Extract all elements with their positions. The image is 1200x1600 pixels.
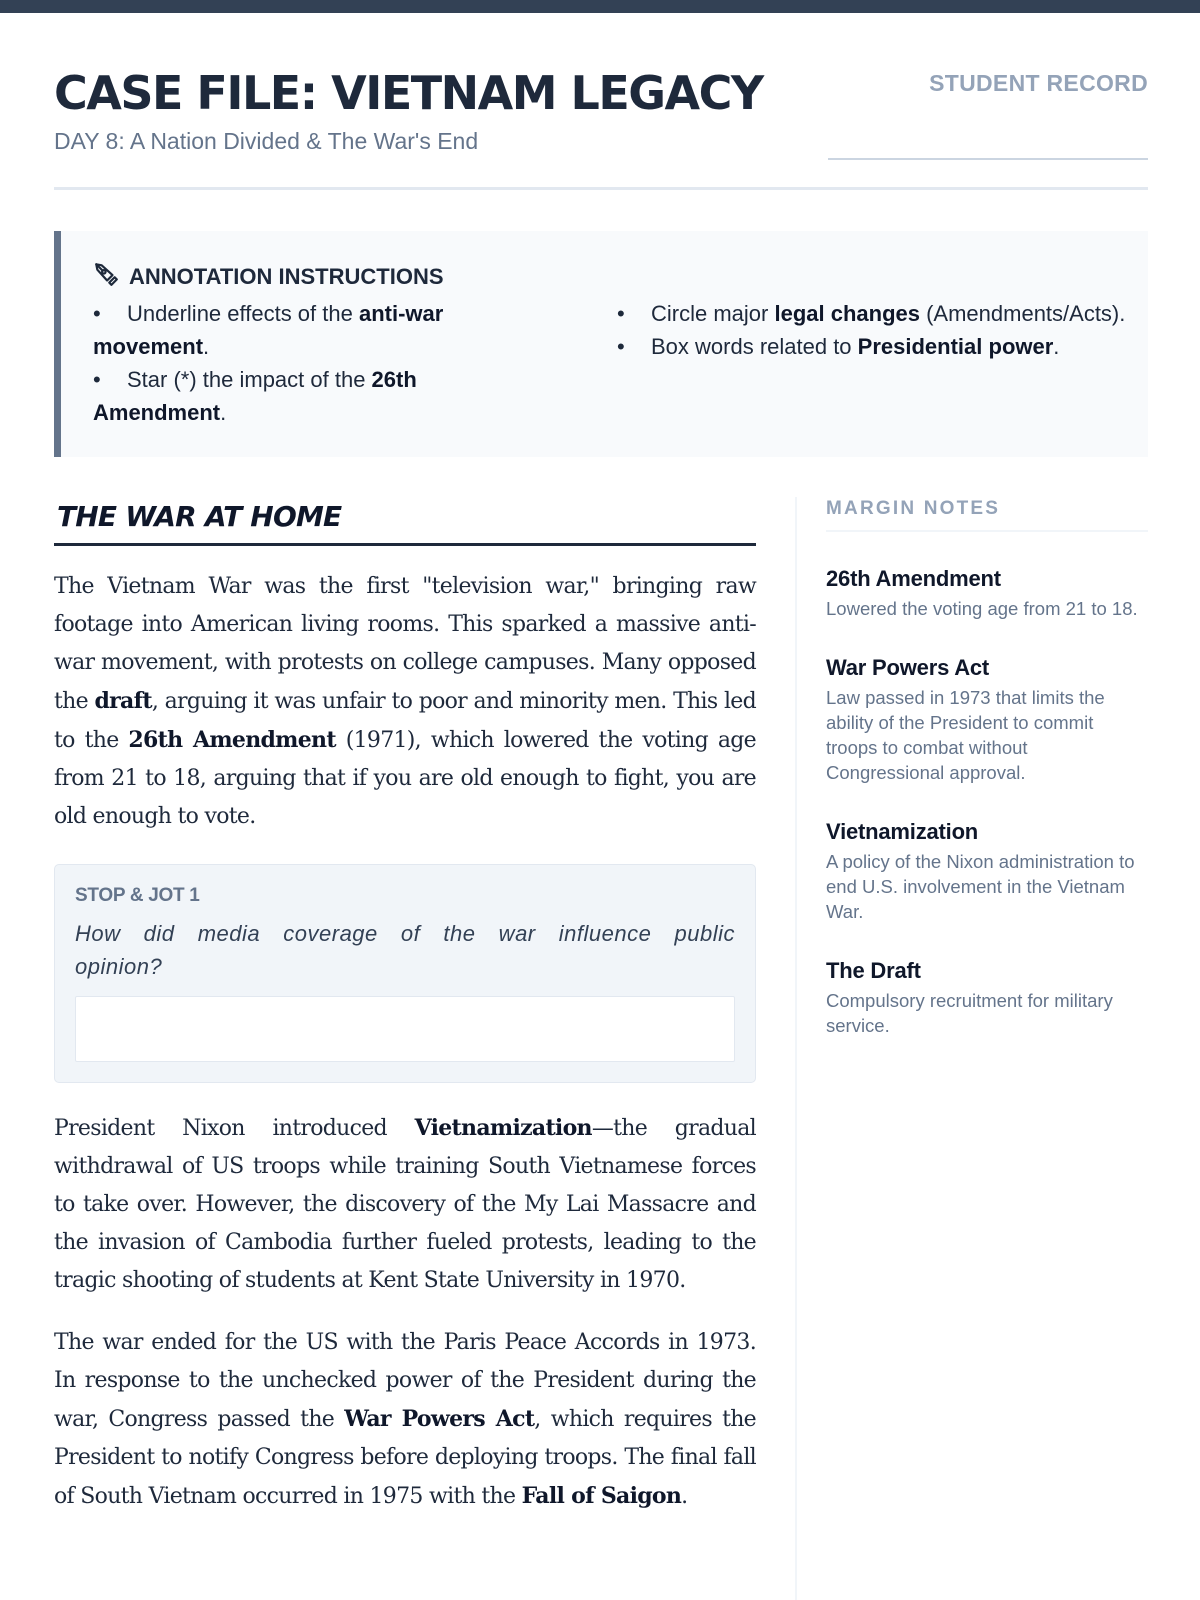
instruction-item: • Circle major legal changes (Amendments/Acts).	[617, 297, 1127, 330]
student-record	[828, 70, 1148, 97]
column-divider	[795, 497, 797, 1600]
margin-note	[826, 655, 1148, 785]
instruction-item: • Star (*) the impact of the 26th Amendment.	[93, 363, 513, 429]
bullet: •	[617, 301, 625, 326]
instruction-item: • Underline effects of the anti-war movement.	[93, 297, 513, 363]
page-header	[54, 66, 1148, 190]
note-definition: A policy of the Nixon administration to end U.S. involvement in the Vietnam War.	[826, 851, 1135, 922]
jot-answer-field[interactable]	[75, 996, 735, 1062]
paragraph-war-end: The war ended for the US with the Paris Peace Accords in 1973. In response to the unchecked power of the President during the war, Congress passed the War Powers Act, which requires the President to notify Congress before deploying troops. The final fall of South Vietnam occurred in 1975 with the Fall of Saigon.	[54, 1330, 756, 1509]
note-definition: Lowered the voting age from 21 to 18.	[826, 598, 1138, 619]
page-subtitle: DAY 8: A Nation Divided & The War's End	[54, 128, 479, 154]
term-fall-of-saigon: Fall of Saigon	[521, 1483, 682, 1509]
annotation-instructions	[54, 231, 1148, 457]
term-draft: draft	[94, 688, 152, 714]
term-war-powers-act: War Powers Act	[344, 1406, 535, 1432]
term-vietnamization: Vietnamization	[414, 1115, 592, 1141]
jot-question: How did media coverage of the war influence public opinion?	[75, 921, 735, 979]
term-26th-amendment: 26th Amendment	[128, 727, 336, 753]
note-term: The Draft	[826, 958, 921, 983]
student-record-label: STUDENT RECORD	[929, 70, 1148, 96]
pen-nib-icon	[93, 261, 119, 293]
note-definition: Compulsory recruitment for military service.	[826, 990, 1113, 1036]
note-term: Vietnamization	[826, 819, 979, 844]
bullet: •	[617, 334, 625, 359]
student-record-name-line[interactable]	[828, 158, 1148, 160]
bullet: •	[93, 367, 101, 392]
top-bar	[0, 0, 1200, 13]
section-title: THE WAR AT HOME	[54, 500, 756, 546]
paragraph-war-at-home: The Vietnam War was the first "television war," bringing raw footage into American living rooms. This sparked a massive anti-war movement, with protests on college campuses. Many opposed the draft, arguing it was unfair to poor and minority men. This led to the 26th Amendment (1971), which lowered the voting age from 21 to 18, arguing that if you are old enough to fight, you are old enough to vote.	[54, 574, 756, 829]
main-reading	[54, 500, 756, 1516]
instructions-column-left	[93, 297, 513, 429]
margin-notes-title: MARGIN NOTES	[826, 498, 1148, 532]
margin-notes	[826, 498, 1148, 1038]
instruction-item: • Box words related to Presidential power.	[617, 330, 1127, 363]
paragraph-vietnamization: President Nixon introduced Vietnamization—the gradual withdrawal of US troops while training South Vietnamese forces to take over. However, the discovery of the My Lai Massacre and the invasion of Cambodia further fueled protests, leading to the tragic shooting of students at Kent State University in 1970.	[54, 1115, 756, 1293]
stop-and-jot	[54, 864, 756, 1083]
page-title: CASE FILE: VIETNAM LEGACY	[54, 66, 763, 120]
note-definition: Law passed in 1973 that limits the ability of the President to commit troops to combat without Congressional approval.	[826, 687, 1105, 783]
instructions-column-right	[617, 297, 1127, 363]
note-term: War Powers Act	[826, 655, 990, 680]
note-term: 26th Amendment	[826, 566, 1001, 591]
instructions-title: ANNOTATION INSTRUCTIONS	[129, 264, 444, 289]
margin-note	[826, 958, 1148, 1038]
margin-note	[826, 566, 1148, 621]
instructions-heading	[93, 261, 444, 293]
margin-note	[826, 819, 1148, 924]
jot-label: STOP & JOT 1	[75, 885, 200, 906]
bullet: •	[93, 301, 101, 326]
